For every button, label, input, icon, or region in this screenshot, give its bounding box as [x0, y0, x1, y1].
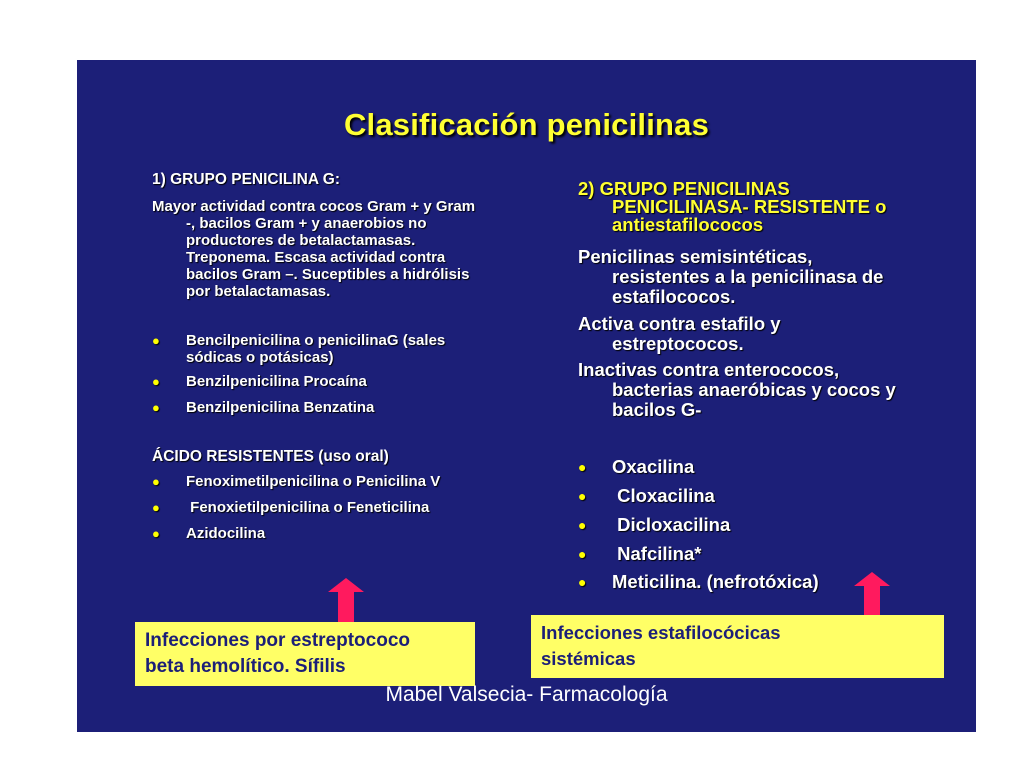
- list-item: [578, 457, 694, 477]
- heading-line: PENICILINASA- RESISTENTE o: [612, 196, 887, 217]
- list-item: [578, 486, 715, 506]
- desc-line: Treponema. Escasa actividad contra: [186, 249, 446, 266]
- paragraph-line: bacilos G-: [612, 399, 702, 420]
- desc-line: -, bacilos Gram + y anaerobios no: [186, 215, 427, 232]
- bullet-icon: ●: [152, 474, 160, 489]
- desc-line: bacilos Gram –. Suceptibles a hidrólisis: [186, 266, 470, 283]
- left-heading: 1) GRUPO PENICILINA G:: [152, 171, 341, 188]
- desc-line: por betalactamasas.: [186, 283, 331, 300]
- list-item-text: Benzilpenicilina Benzatina: [186, 399, 375, 416]
- paragraph-line: Activa contra estafilo y: [578, 313, 781, 334]
- paragraph-line: Penicilinas semisintéticas,: [578, 246, 813, 267]
- list-item-text: Azidocilina: [186, 525, 266, 542]
- list-item-text: sódicas o potásicas): [186, 349, 334, 366]
- list-item-text: Dicloxacilina: [612, 514, 731, 535]
- acid-resistant-heading: ÁCIDO RESISTENTES (uso oral): [152, 448, 389, 465]
- bullet-icon: ●: [152, 526, 160, 541]
- note-line: Infecciones estafilocócicas: [541, 622, 781, 643]
- list-item-text: Fenoxietilpenicilina o Feneticilina: [186, 499, 430, 516]
- bullet-icon: ●: [152, 500, 160, 515]
- note-line: sistémicas: [541, 648, 636, 669]
- list-item-text: Nafcilina*: [612, 543, 702, 564]
- penicillin-g-list: [152, 332, 552, 422]
- left-note: [135, 622, 475, 686]
- note-line: Infecciones por estreptococo: [145, 630, 411, 651]
- list-item-text: Oxacilina: [612, 456, 695, 477]
- bullet-icon: ●: [152, 374, 160, 389]
- slide: [77, 60, 976, 732]
- paragraph-line: Inactivas contra enterococos,: [578, 359, 840, 380]
- list-item: [152, 525, 265, 542]
- list-item: [578, 544, 701, 564]
- note-line: beta hemolítico. Sífilis: [145, 656, 346, 677]
- paragraph-line: bacterias anaeróbicas y cocos y: [612, 379, 896, 400]
- antistaph-list: [578, 457, 968, 602]
- bullet-icon: ●: [578, 517, 587, 533]
- slide-title: Clasificación penicilinas: [343, 107, 710, 142]
- list-item: [578, 515, 730, 535]
- bullet-icon: ●: [578, 488, 587, 504]
- heading-line: antiestafilococos: [612, 214, 764, 235]
- list-item: [152, 473, 440, 490]
- right-heading: [578, 180, 958, 234]
- list-item-text: Meticilina. (nefrotóxica): [612, 571, 819, 592]
- right-paragraph: [578, 247, 968, 307]
- right-paragraph: [578, 314, 968, 354]
- up-arrow-icon: [854, 572, 890, 616]
- bullet-icon: ●: [578, 574, 587, 590]
- list-item: [152, 373, 367, 390]
- left-description: [152, 198, 552, 300]
- desc-line: productores de betalactamasas.: [186, 232, 416, 249]
- paragraph-line: resistentes a la penicilinasa de: [612, 266, 884, 287]
- list-item: [152, 499, 429, 516]
- bullet-icon: ●: [152, 333, 160, 348]
- list-item: [152, 399, 374, 416]
- right-note: [531, 615, 944, 678]
- heading-line: 2) GRUPO PENICILINAS: [578, 178, 790, 199]
- paragraph-line: estafilococos.: [612, 286, 736, 307]
- list-item-text: Bencilpenicilina o penicilinaG (sales: [186, 332, 446, 349]
- bullet-icon: ●: [578, 459, 587, 475]
- paragraph-line: estreptococos.: [612, 333, 744, 354]
- list-item-text: Benzilpenicilina Procaína: [186, 373, 367, 390]
- list-item: [152, 332, 445, 366]
- bullet-icon: ●: [578, 546, 587, 562]
- footer-author: Mabel Valsecia- Farmacología: [385, 683, 668, 706]
- list-item-text: Cloxacilina: [612, 485, 715, 506]
- right-paragraph: [578, 360, 968, 420]
- acid-resistant-list: [152, 473, 552, 553]
- bullet-icon: ●: [152, 400, 160, 415]
- list-item-text: Fenoximetilpenicilina o Penicilina V: [186, 473, 441, 490]
- up-arrow-icon: [328, 578, 364, 622]
- list-item: [578, 572, 819, 592]
- desc-line: Mayor actividad contra cocos Gram + y Gram: [152, 198, 476, 215]
